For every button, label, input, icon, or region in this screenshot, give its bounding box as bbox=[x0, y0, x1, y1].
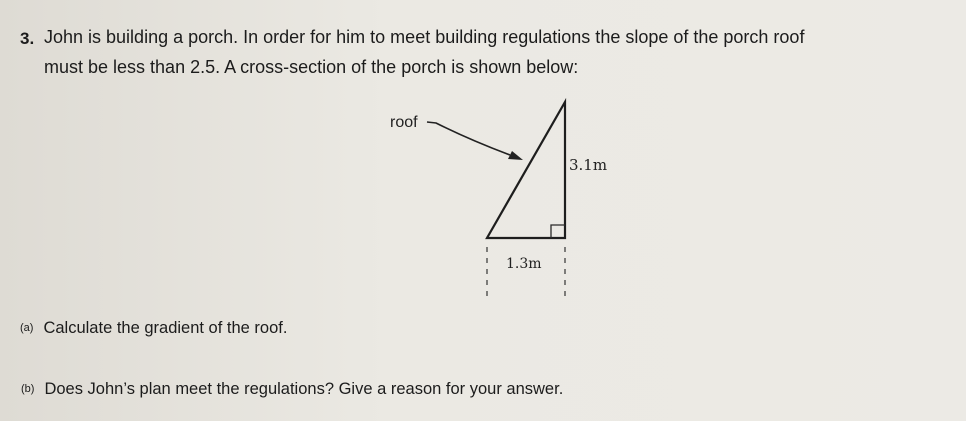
right-angle-marker bbox=[551, 225, 565, 238]
height-label: 3.1m bbox=[569, 156, 608, 174]
roof-pointer-arrowhead bbox=[508, 151, 523, 160]
roof-label: roof bbox=[390, 114, 418, 131]
roof-triangle bbox=[487, 102, 565, 238]
part-a-label: (a) bbox=[20, 322, 34, 334]
question-text-line-2: must be less than 2.5. A cross-section of the porch is shown below: bbox=[44, 57, 579, 77]
porch-cross-section-diagram bbox=[360, 95, 660, 310]
question-number: 3. bbox=[20, 29, 35, 48]
question-text-line-1: John is building a porch. In order for him to meet building regulations the slope of the porch roof bbox=[44, 27, 805, 47]
part-b-label: (b) bbox=[21, 383, 35, 395]
roof-pointer-line bbox=[427, 122, 510, 155]
part-b-question bbox=[21, 380, 563, 399]
part-b-text: Does John’s plan meet the regulations? Give a reason for your answer. bbox=[44, 380, 564, 398]
part-a-question bbox=[20, 319, 287, 338]
part-a-text: Calculate the gradient of the roof. bbox=[43, 319, 288, 337]
base-label: 1.3m bbox=[506, 256, 542, 272]
